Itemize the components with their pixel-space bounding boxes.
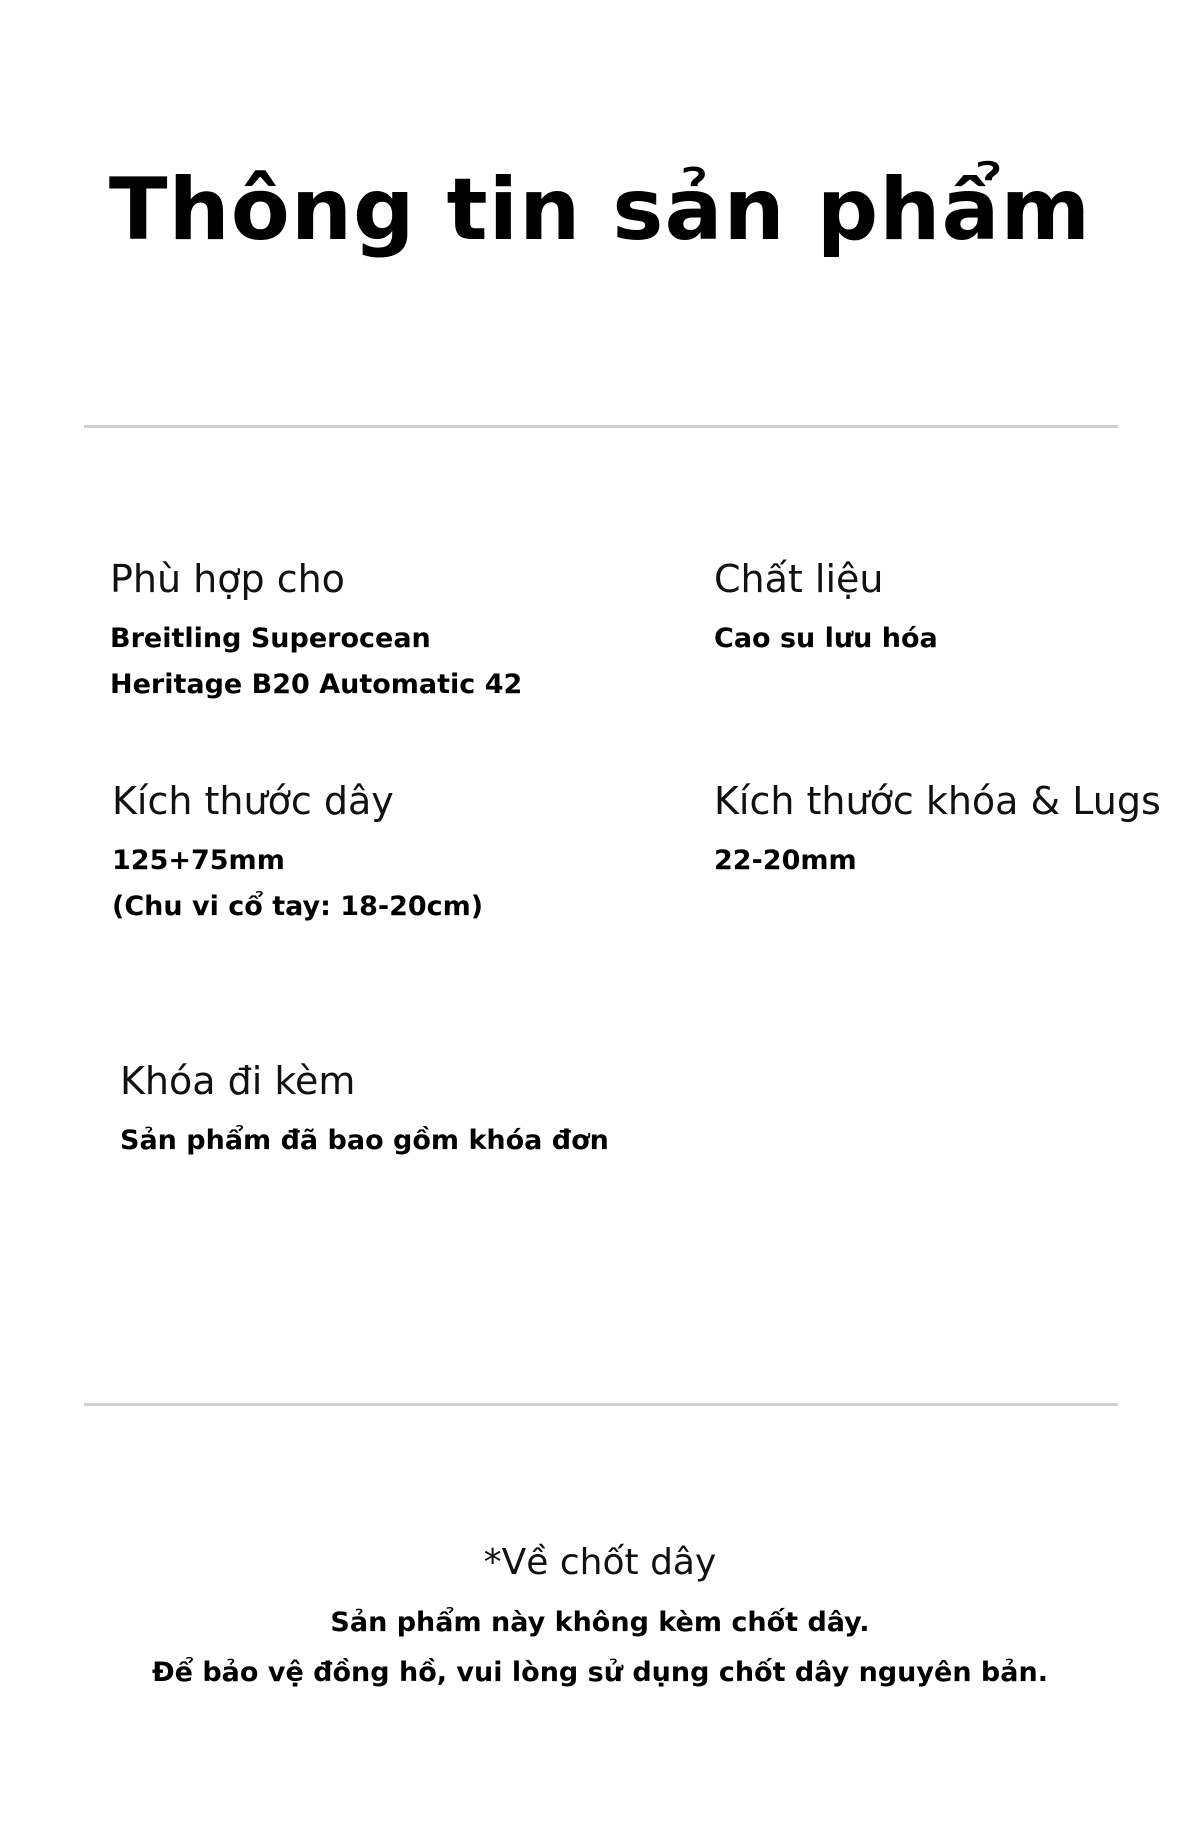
note-title: *Về chốt dây: [483, 1542, 717, 1583]
spec-included-buckle: [120, 1058, 609, 1164]
spec-value-line: Cao su lưu hóa: [714, 623, 938, 654]
spec-material: [714, 556, 938, 662]
spec-value: [110, 616, 522, 708]
spec-value: [714, 838, 1161, 884]
spec-strap-size: [112, 778, 483, 930]
spec-value-line: (Chu vi cổ tay: 18-20cm): [112, 891, 484, 922]
pin-note: [0, 1540, 1200, 1698]
spec-compatible-with: [110, 556, 522, 708]
spec-buckle-lug-size: [714, 778, 1161, 884]
spec-value: [112, 838, 483, 930]
spec-value: [120, 1118, 609, 1164]
spec-value: [714, 616, 938, 662]
note-body: [0, 1598, 1200, 1698]
spec-value-line: 22-20mm: [714, 845, 857, 876]
spec-label: Khóa đi kèm: [120, 1059, 356, 1103]
note-line: Để bảo vệ đồng hồ, vui lòng sử dụng chốt dây nguyên bản.: [152, 1657, 1048, 1688]
note-line: Sản phẩm này không kèm chốt dây.: [330, 1607, 870, 1638]
spec-value-line: Heritage B20 Automatic 42: [110, 669, 523, 700]
bottom-divider: [84, 1403, 1118, 1406]
spec-label: Phù hợp cho: [110, 557, 345, 601]
spec-value-line: Breitling Superocean: [110, 623, 431, 654]
spec-label: Kích thước dây: [112, 779, 394, 823]
spec-label: Chất liệu: [714, 557, 884, 601]
page-title: Thông tin sản phẩm: [108, 160, 1092, 260]
spec-value-line: Sản phẩm đã bao gồm khóa đơn: [120, 1125, 609, 1156]
spec-value-line: 125+75mm: [112, 845, 285, 876]
top-divider: [84, 425, 1118, 428]
spec-label: Kích thước khóa & Lugs: [714, 779, 1161, 823]
